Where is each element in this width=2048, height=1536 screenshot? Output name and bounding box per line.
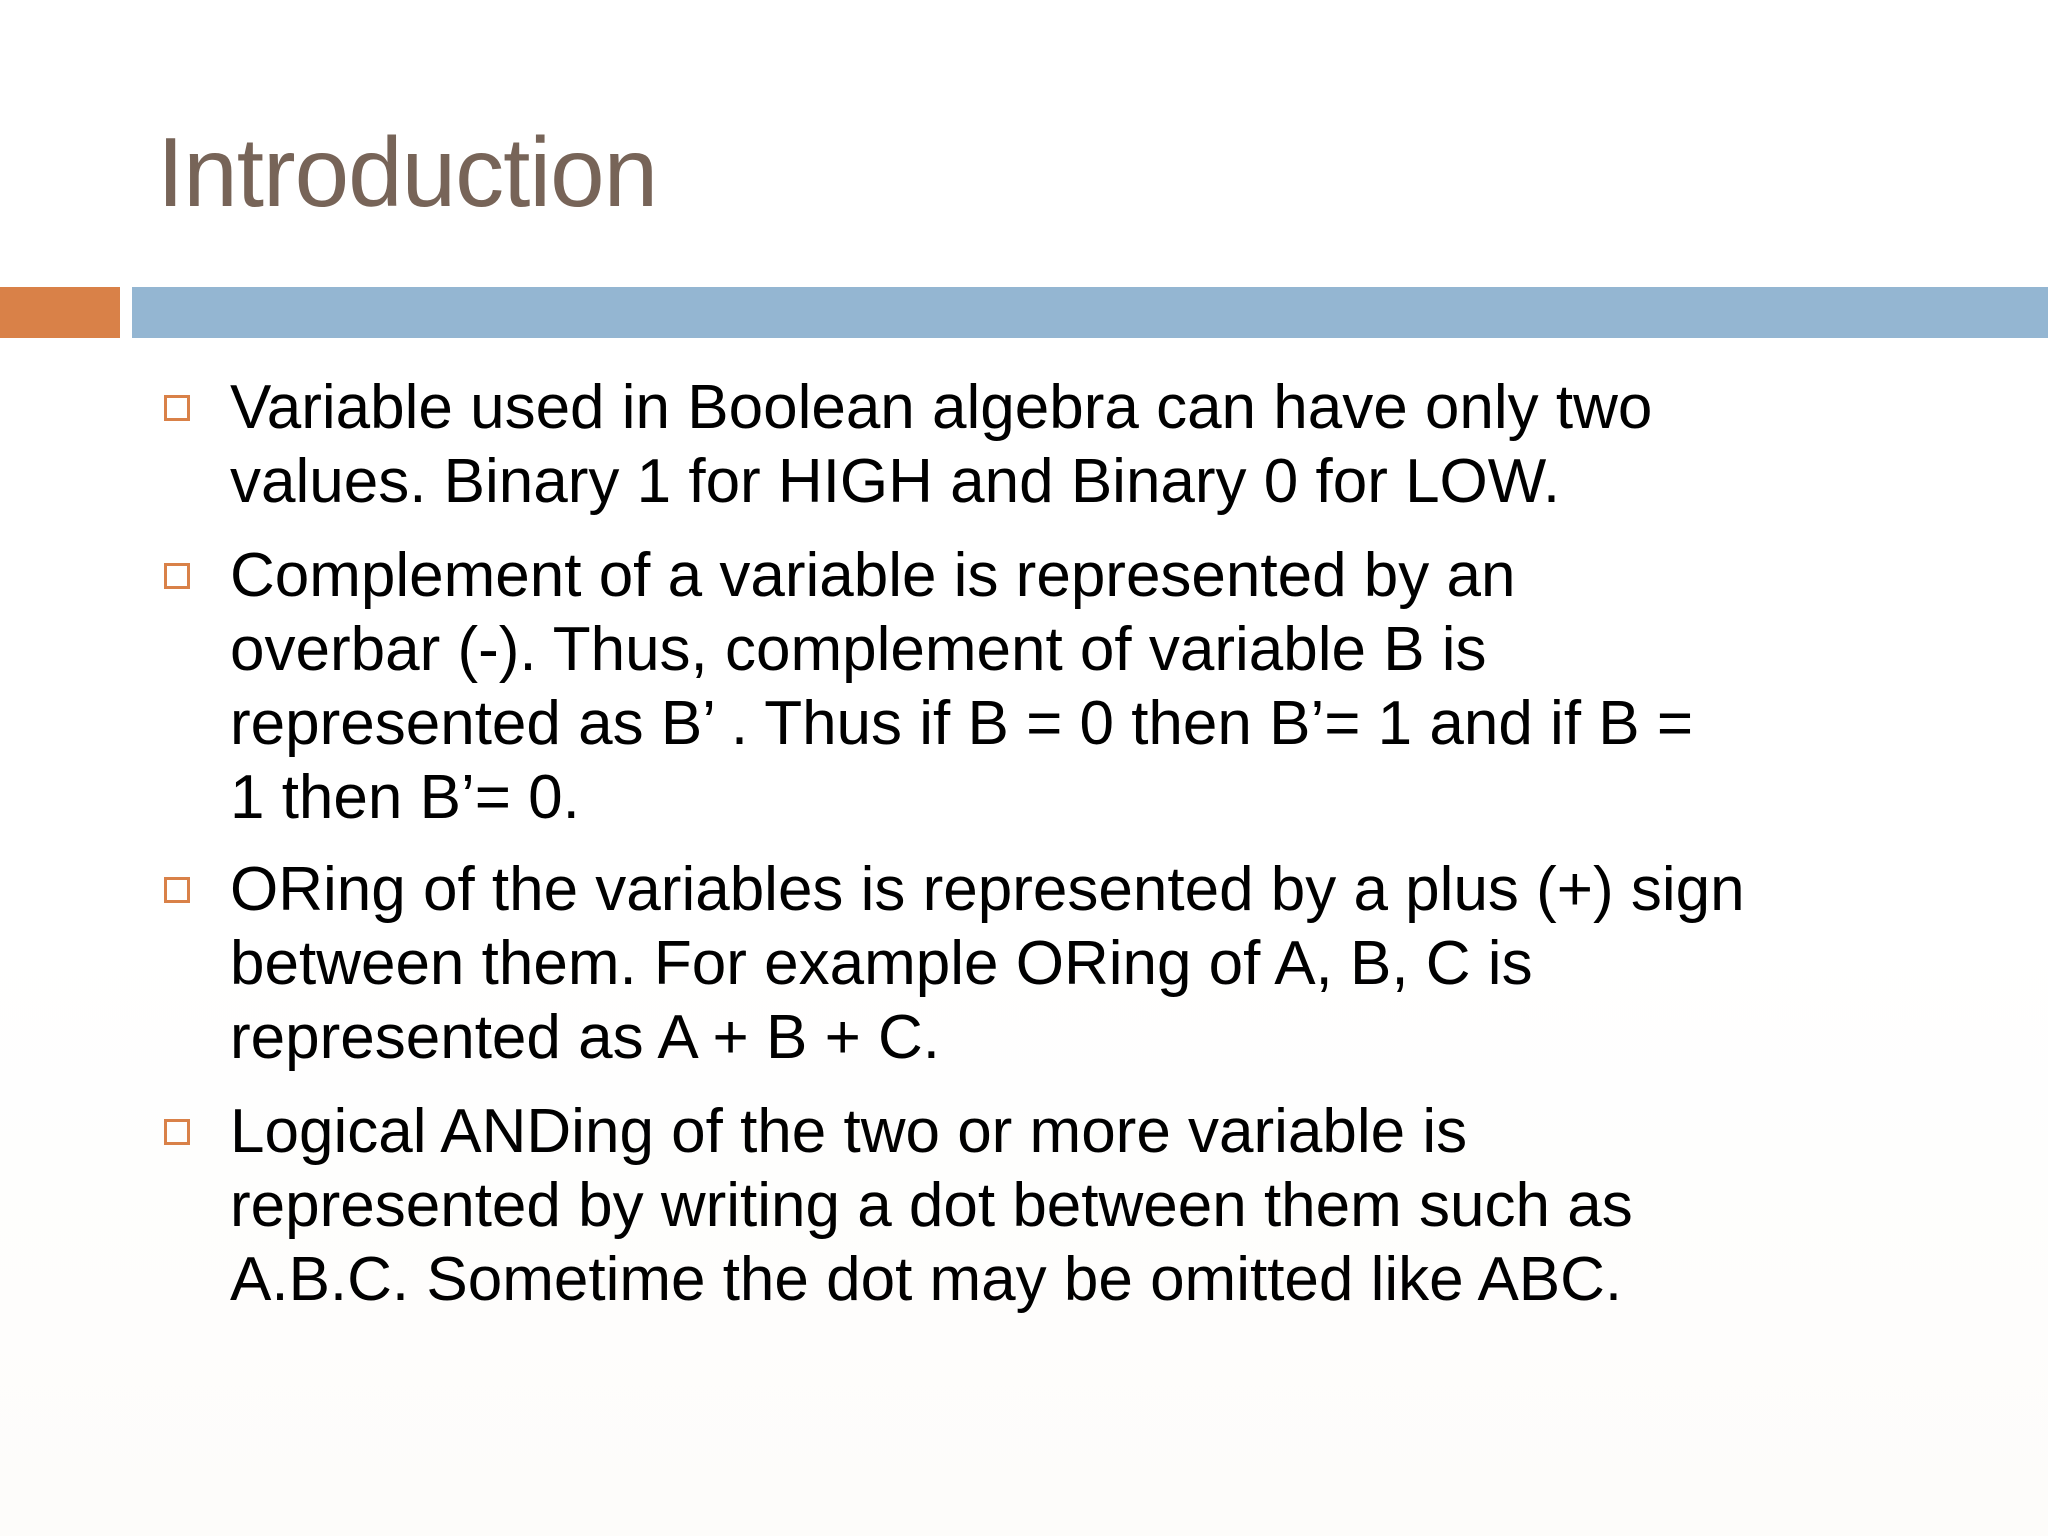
hollow-square-bullet-icon xyxy=(164,395,190,421)
bullet-line: Variable used in Boolean algebra can have only two xyxy=(230,373,1653,442)
bullet-line: ORing of the variables is represented by a plus (+) sign xyxy=(230,855,1745,924)
bullet-line: represented as A + B + C. xyxy=(230,1003,941,1072)
hollow-square-bullet-icon xyxy=(164,563,190,589)
bullet-line: Complement of a variable is represented by an xyxy=(230,541,1516,610)
orange-accent-bar xyxy=(0,287,120,338)
bullet-line: overbar (-). Thus, complement of variable B is xyxy=(230,615,1487,684)
bullet-line: values. Binary 1 for HIGH and Binary 0 for LOW. xyxy=(230,447,1561,516)
blue-header-bar xyxy=(132,287,2048,338)
hollow-square-bullet-icon xyxy=(164,877,190,903)
bullet-text xyxy=(230,1095,1960,1317)
bullet-line: represented by writing a dot between them such as xyxy=(230,1171,1633,1240)
bullet-text xyxy=(230,539,1960,835)
bullet-text xyxy=(230,371,1960,519)
slide-title: Introduction xyxy=(157,117,658,227)
hollow-square-bullet-icon xyxy=(164,1119,190,1145)
bullet-line: A.B.C. Sometime the dot may be omitted like ABC. xyxy=(230,1245,1623,1314)
bullet-line: represented as B’ . Thus if B = 0 then B’= 1 and if B = xyxy=(230,689,1694,758)
bullet-line: 1 then B’= 0. xyxy=(230,763,580,832)
bullet-text xyxy=(230,853,1960,1075)
bullet-line: Logical ANDing of the two or more variable is xyxy=(230,1097,1468,1166)
bullet-line: between them. For example ORing of A, B, C is xyxy=(230,929,1533,998)
